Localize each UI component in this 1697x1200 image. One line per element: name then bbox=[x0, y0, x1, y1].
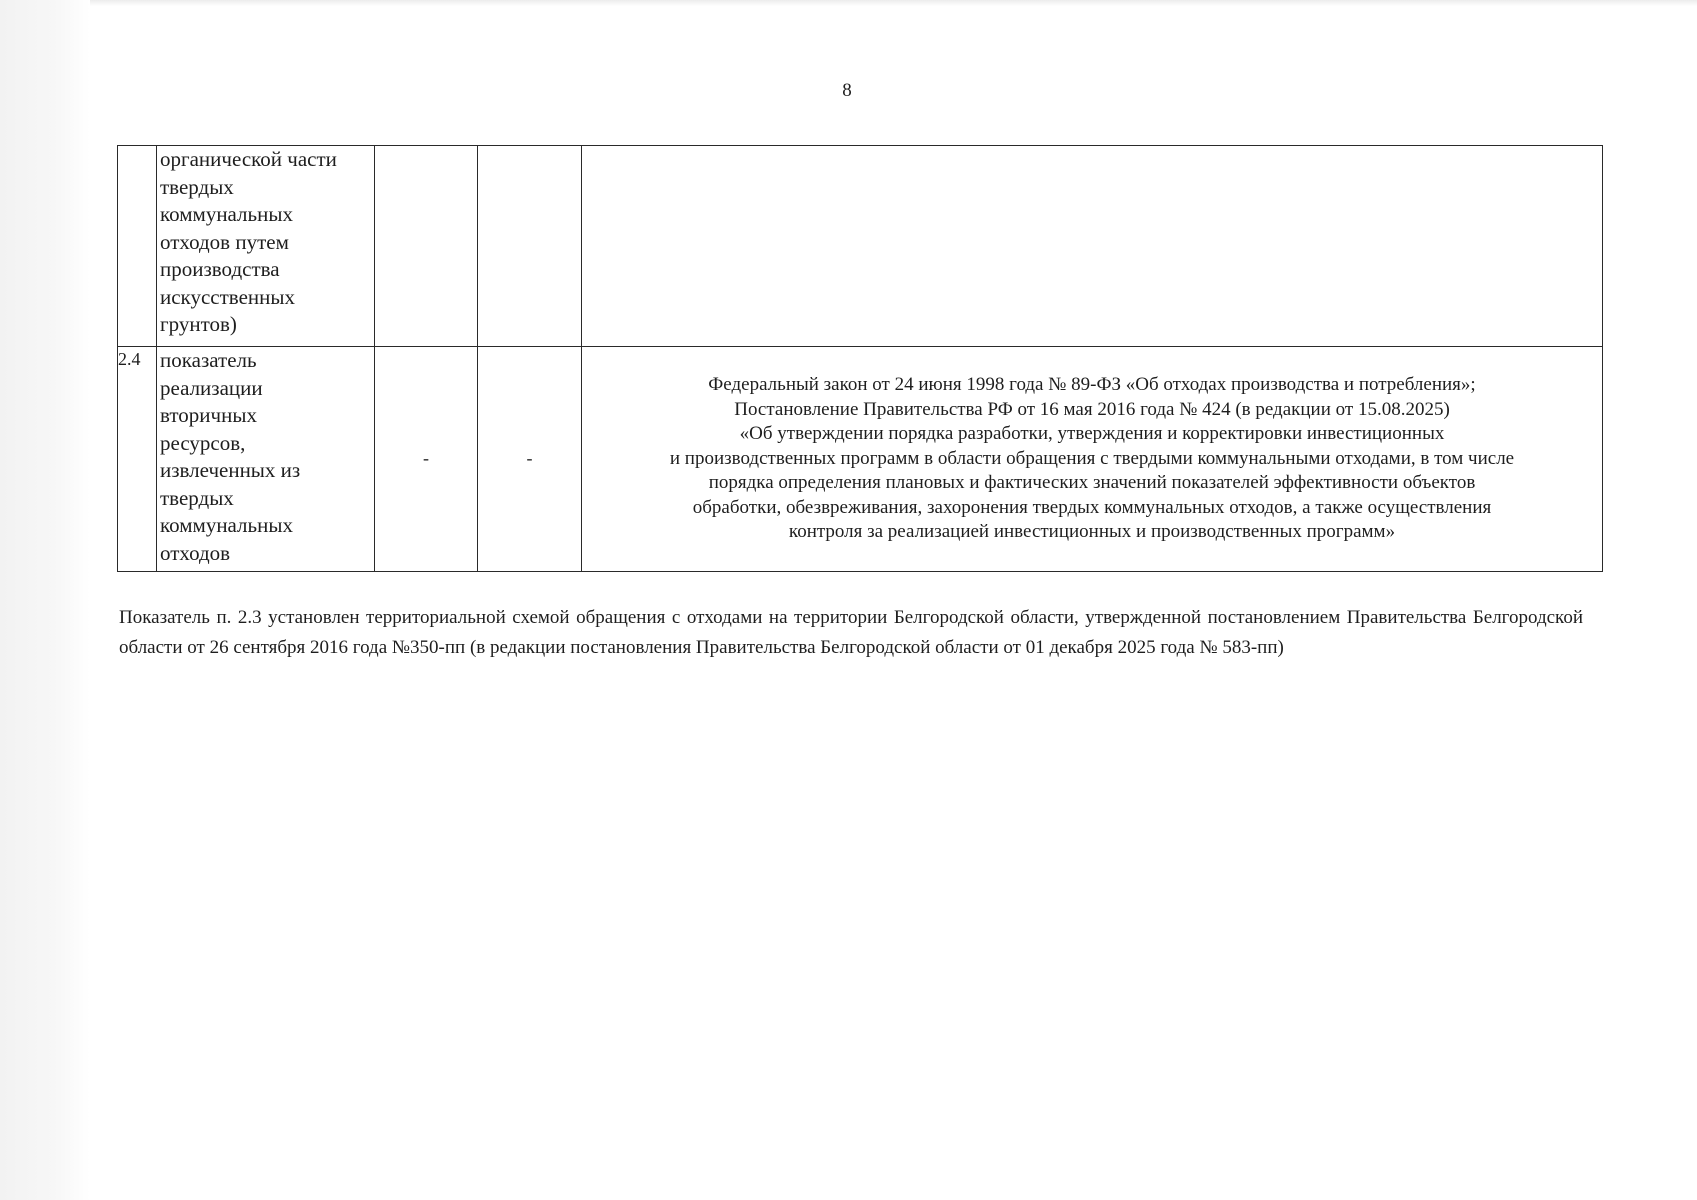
source-cell bbox=[582, 146, 1603, 347]
page-scan-edge bbox=[0, 0, 90, 1200]
table-row-continuation bbox=[118, 146, 1603, 347]
source-line: «Об утверждении порядка разработки, утверждения и корректировки инвестиционных bbox=[739, 423, 1445, 445]
source-line: Федеральный закон от 24 июня 1998 года № 89-ФЗ «Об отходах производства и потребления»; bbox=[708, 374, 1476, 396]
page-number: 8 bbox=[842, 80, 852, 101]
source-line: порядка определения плановых и фактических значений показателей эффективности объектов bbox=[708, 472, 1476, 494]
source-line: контроля за реализацией инвестиционных и производственных программ» bbox=[788, 521, 1396, 543]
row-number-cell: 2.4 bbox=[118, 347, 157, 572]
value-cell-2 bbox=[478, 146, 582, 347]
indicators-table bbox=[117, 145, 1603, 572]
table-row-2-4 bbox=[118, 347, 1603, 572]
indicator-name-cell: органической части твердых коммунальных отходов путем производства искусственных грунтов) bbox=[157, 146, 375, 347]
value-cell-1 bbox=[375, 146, 478, 347]
footnote-paragraph: Показатель п. 2.3 установлен территориальной схемой обращения с отходами на территории Белгородской области, утвержденной постановлением Правительства Белгородской области от 26 сентября 2016 года №350-пп (в редакции постановления Правительства Белгородской области от 01 декабря 2025 года № 583-пп) bbox=[119, 607, 1583, 658]
indicator-name-cell: показатель реализации вторичных ресурсов, извлеченных из твердых коммунальных отходов bbox=[157, 347, 375, 572]
value-cell-1: - bbox=[375, 347, 478, 572]
source-line: Постановление Правительства РФ от 16 мая 2016 года № 424 (в редакции от 15.08.2025) bbox=[734, 398, 1450, 420]
source-cell bbox=[582, 347, 1603, 572]
value-cell-2: - bbox=[478, 347, 582, 572]
source-line: обработки, обезвреживания, захоронения твердых коммунальных отходов, а также осуществления bbox=[692, 496, 1492, 518]
row-number-cell bbox=[118, 146, 157, 347]
source-line: и производственных программ в области обращения с твердыми коммунальными отходами, в том числе bbox=[669, 447, 1515, 469]
page-top-edge bbox=[0, 0, 1697, 6]
